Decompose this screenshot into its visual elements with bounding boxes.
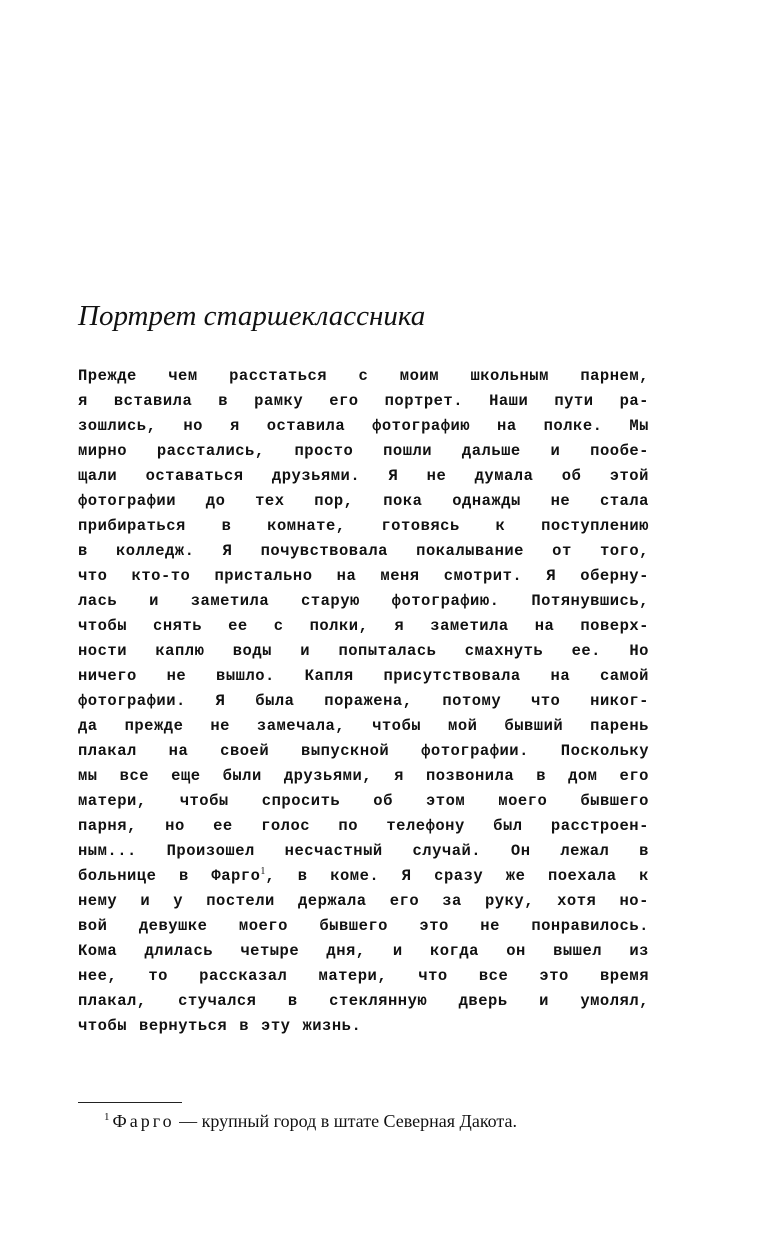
footnote-term: Фарго <box>112 1111 175 1131</box>
text-line: фотографии. Я была поражена, потому что никог- <box>78 692 649 710</box>
text-line: мы все еще были друзьями, я позвонила в дом его <box>78 767 649 785</box>
footnote-mark: 1 <box>104 1111 110 1123</box>
text-line: в колледж. Я почувствовала покалывание от того, <box>78 542 649 560</box>
text-line: Кома длилась четыре дня, и когда он вышел из <box>78 942 649 960</box>
footnote <box>104 1108 517 1134</box>
footnote-text: — крупный город в штате Северная Дакота. <box>179 1111 517 1131</box>
story-paragraph <box>78 364 649 1039</box>
text-line: фотографии до тех пор, пока однажды не стала <box>78 492 649 510</box>
text-line: да прежде не замечала, чтобы мой бывший парень <box>78 717 649 735</box>
footnote-divider <box>78 1102 182 1103</box>
text-line: мирно расстались, просто пошли дальше и пообе- <box>78 442 649 460</box>
text-line: нему и у постели держала его за руку, хотя но- <box>78 892 649 910</box>
chapter-title: Портрет старшеклассника <box>78 300 426 332</box>
text-line: зошлись, но я оставила фотографию на полке. Мы <box>78 417 649 435</box>
text-line: Прежде чем расстаться с моим школьным парнем, <box>78 367 649 385</box>
text-line: ным... Произошел несчастный случай. Он лежал в <box>78 842 649 860</box>
text-line: плакал, стучался в стеклянную дверь и умолял, <box>78 992 649 1010</box>
text-line: ничего не вышло. Капля присутствовала на самой <box>78 667 649 685</box>
text-line: что кто-то пристально на меня смотрит. Я оберну- <box>78 567 649 585</box>
text-line: вой девушке моего бывшего это не понравилось. <box>78 917 649 935</box>
text-line: я вставила в рамку его портрет. Наши пути ра- <box>78 392 649 410</box>
text-line: лась и заметила старую фотографию. Потянувшись, <box>78 592 649 610</box>
text-line: щали оставаться друзьями. Я не думала об этой <box>78 467 649 485</box>
text-line: плакал на своей выпускной фотографии. Поскольку <box>78 742 649 760</box>
text-line: больнице в Фарго$^1$, в коме. Я сразу же поехала к <box>78 865 649 885</box>
text-line: ности каплю воды и попыталась смахнуть ее. Но <box>78 642 649 660</box>
text-line: нее, то рассказал матери, что все это время <box>78 967 649 985</box>
text-line: чтобы снять ее с полки, я заметила на поверх- <box>78 617 649 635</box>
text-line: чтобы вернуться в эту жизнь. <box>78 1017 362 1035</box>
text-line: парня, но ее голос по телефону был расстроен- <box>78 817 649 835</box>
footnote-reference: 1 <box>260 865 266 877</box>
text-line: матери, чтобы спросить об этом моего бывшего <box>78 792 649 810</box>
text-line: прибираться в комнате, готовясь к поступлению <box>78 517 649 535</box>
